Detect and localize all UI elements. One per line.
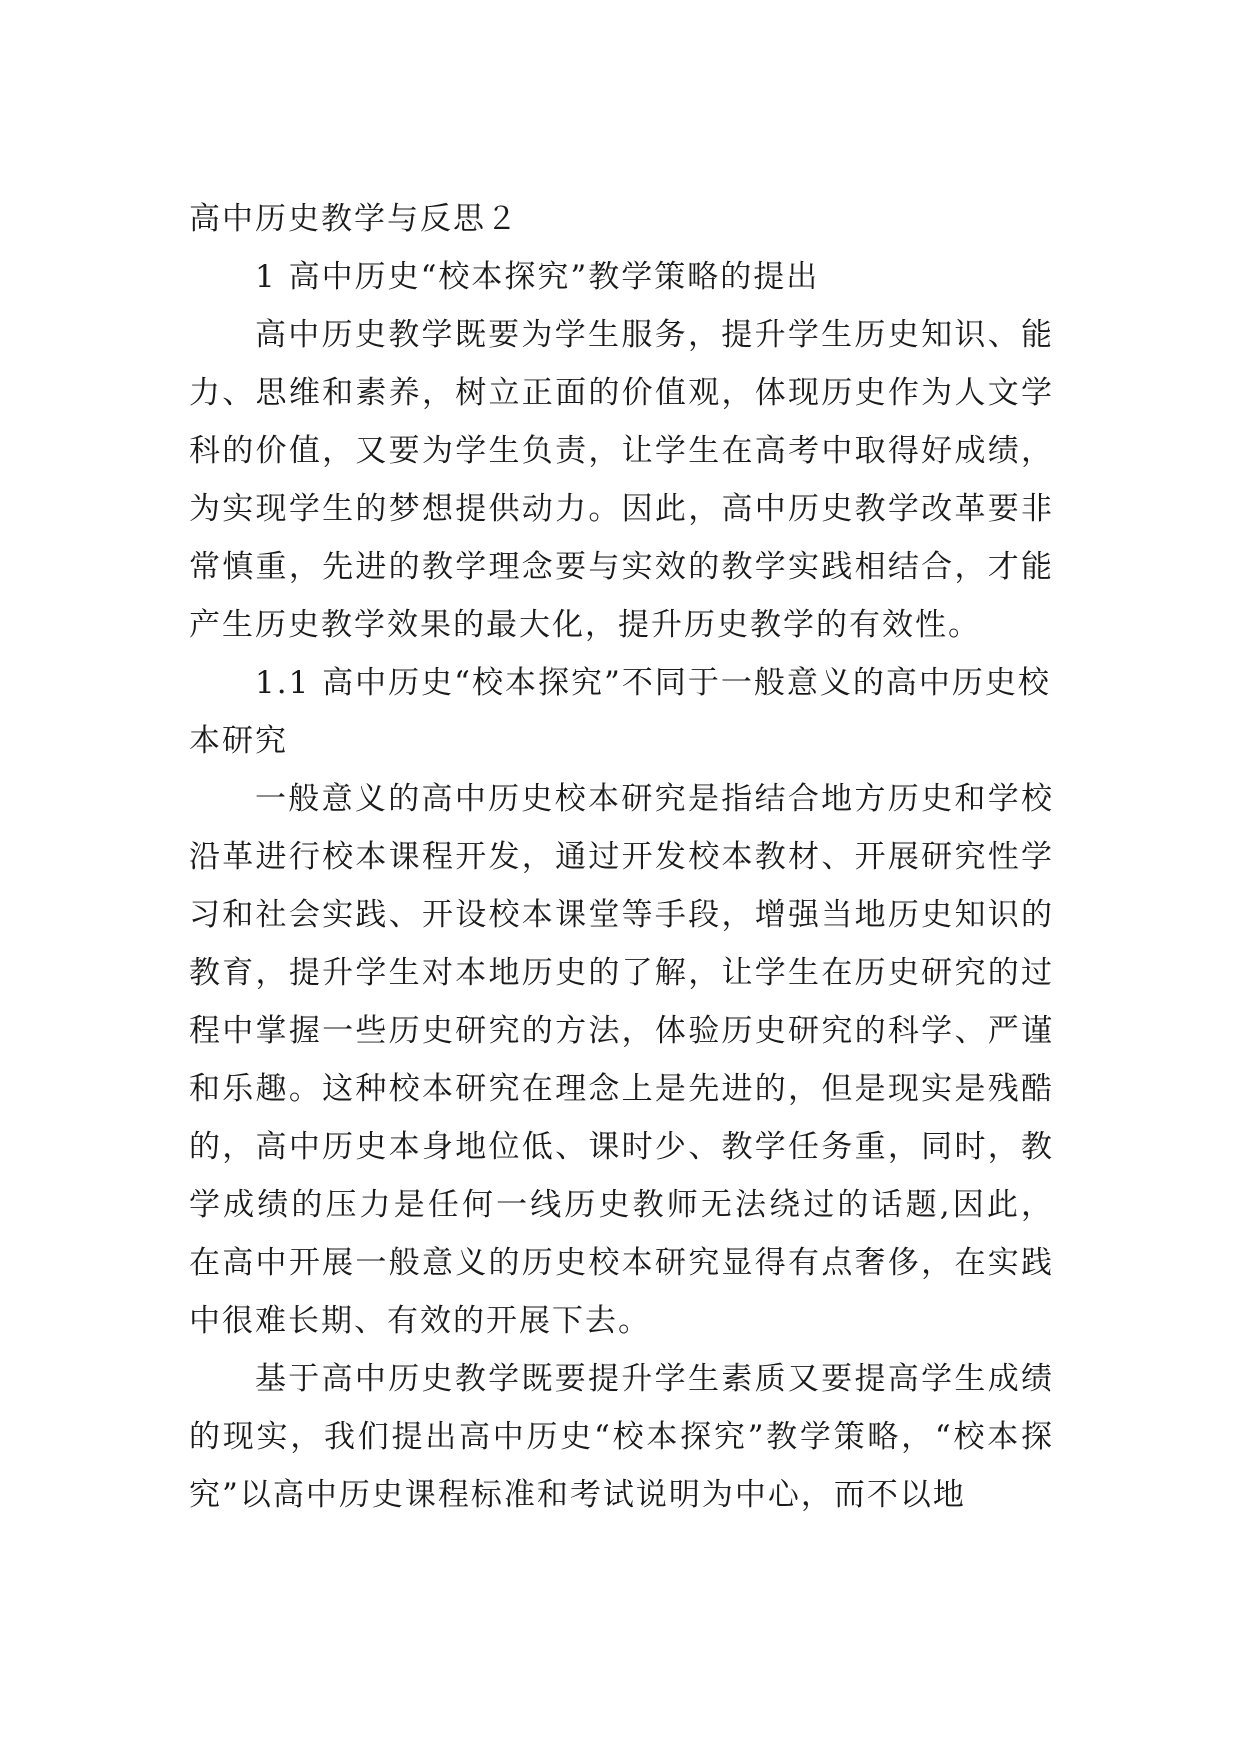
document-title: 高中历史教学与反思２	[189, 201, 519, 237]
subsection-heading: 1.1 高中历史“校本探究”不同于一般意义的高中历史校本研究	[189, 665, 1051, 759]
paragraph: 一般意义的高中历史校本研究是指结合地方历史和学校沿革进行校本课程开发，通过开发校本教材、开展研究性学习和社会实践、开设校本课堂等手段，增强当地历史知识的教育，提升学生对本地历史的了解，让学生在历史研究的过程中掌握一些历史研究的方法，体验历史研究的科学、严谨和乐趣。这种校本研究在理念上是先进的，但是现实是残酷的，高中历史本身地位低、课时少、教学任务重，同时，教学成绩的压力是任何一线历史教师无法绕过的话题,因此，在高中开展一般意义的历史校本研究显得有点奢侈，在实践中很难长期、有效的开展下去。	[189, 781, 1054, 1339]
paragraph: 基于高中历史教学既要提升学生素质又要提高学生成绩的现实，我们提出高中历史“校本探究”教学策略，“校本探究”以高中历史课程标准和考试说明为中心，而不以地	[189, 1361, 1054, 1513]
section-heading: 1 高中历史“校本探究”教学策略的提出	[255, 259, 820, 295]
paragraph: 高中历史教学既要为学生服务，提升学生历史知识、能力、思维和素养，树立正面的价值观，体现历史作为人文学科的价值，又要为学生负责，让学生在高考中取得好成绩，为实现学生的梦想提供动力。因此，高中历史教学改革要非常慎重，先进的教学理念要与实效的教学实践相结合，才能产生历史教学效果的最大化，提升历史教学的有效性。	[189, 317, 1054, 643]
document-body	[189, 190, 1054, 1524]
